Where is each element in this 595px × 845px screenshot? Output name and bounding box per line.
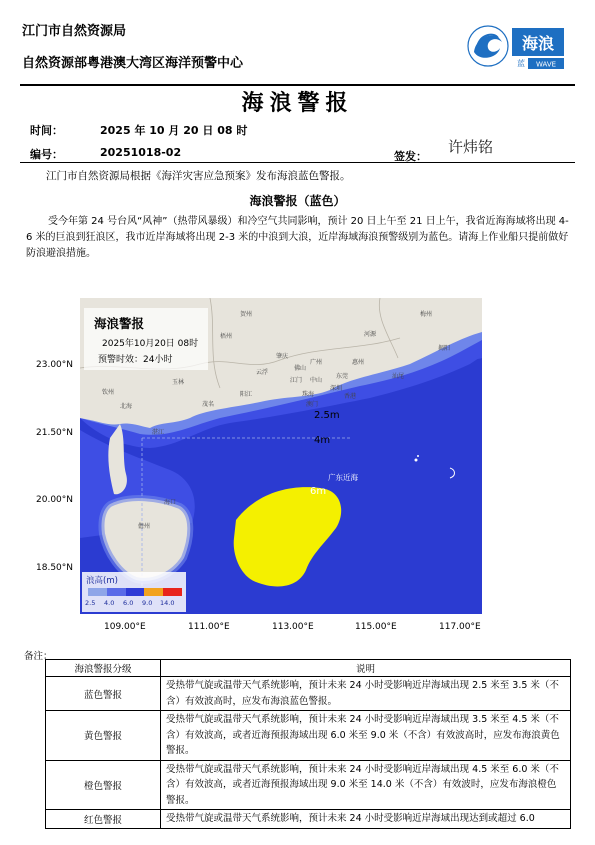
table-row	[46, 810, 571, 829]
city-label: 梧州	[220, 333, 233, 340]
issuing-org-center: 自然资源部粤港澳大湾区海洋预警中心	[22, 56, 244, 71]
warning-body: 受今年第 24 号台风“风神”（热带风暴级）和冷空气共同影响，预计 20 日上午至 21 日上午，我省近海海域将出现 4-6 米的巨浪到狂浪区，我市近岸海域将出现 2-3 米的中浪到大浪，近岸海域海浪预警级别为蓝色。请海上作业船只提前做好防浪避浪措施。	[26, 216, 569, 259]
legend-title: 浪高(m)	[86, 576, 118, 586]
map-validity: 预警时效：24小时	[98, 355, 173, 365]
legend-tick: 2.5	[85, 599, 96, 607]
legend-swatch	[88, 588, 107, 596]
city-label: 佛山	[294, 365, 307, 372]
legend-tick: 9.0	[142, 599, 153, 607]
city-label: 河源	[364, 331, 377, 338]
legend-tick: 6.0	[123, 599, 134, 607]
city-label: 儋州	[138, 523, 151, 530]
city-label: 香港	[344, 393, 357, 400]
table-row	[46, 760, 571, 810]
contour-label-6m: 6m	[310, 486, 327, 497]
number-label: 编号：	[30, 148, 63, 161]
time-value: 2025 年 10 月 20 日 08 时	[100, 124, 248, 137]
lat-tick: 21.50°N	[36, 428, 73, 438]
lon-tick: 113.00°E	[272, 622, 314, 632]
wave-forecast-map	[80, 298, 482, 614]
city-label: 云浮	[256, 369, 269, 376]
table-row	[46, 677, 571, 711]
city-label: 梅州	[420, 311, 433, 318]
city-label: 珠海	[302, 391, 315, 398]
time-label: 时间：	[30, 124, 63, 137]
desc-cell: 受热带气旋或温带天气系统影响，预计未来 24 小时受影响近岸海域出现 4.5 米至 6.0 米（不含）有效波高，或者近海预报海域出现 9.0 米至 14.0 米（不含）有效波时，应发布海浪橙色警报。	[161, 760, 571, 810]
col-header-level: 海浪警报分级	[46, 660, 161, 677]
legend-tick: 14.0	[160, 599, 175, 607]
table-row	[46, 711, 571, 761]
city-label: 深圳	[330, 385, 343, 392]
legend-colorbar	[88, 588, 182, 596]
legend-swatch	[144, 588, 163, 596]
city-label: 东莞	[336, 373, 349, 380]
legend-swatch	[107, 588, 126, 596]
city-label: 广州	[310, 359, 323, 366]
legend-swatch	[163, 588, 182, 596]
city-label: 贺州	[240, 311, 253, 318]
sign-label: 签发：	[394, 150, 427, 163]
city-label: 阳江	[240, 391, 253, 398]
city-label: 惠州	[352, 359, 365, 366]
notes-label: 备注：	[24, 651, 53, 662]
lat-tick: 23.00°N	[36, 360, 73, 370]
warning-level-table	[45, 659, 571, 829]
city-label: 澳门	[306, 401, 319, 408]
signature: 许炜铭	[448, 138, 494, 156]
legend-swatch	[126, 588, 145, 596]
level-cell: 黄色警报	[46, 711, 161, 761]
map-title: 海浪警报	[94, 316, 145, 331]
city-label: 钦州	[102, 389, 115, 396]
table-header-row	[46, 660, 571, 677]
level-cell: 蓝色警报	[46, 677, 161, 711]
level-cell: 橙色警报	[46, 760, 161, 810]
wave-warning-logo	[466, 22, 566, 70]
city-label: 汕尾	[392, 373, 405, 380]
city-label: 江门	[290, 377, 303, 384]
lon-tick: 115.00°E	[355, 622, 397, 632]
warning-subtitle: 海浪警报（蓝色）	[249, 194, 346, 208]
lon-tick: 111.00°E	[188, 622, 230, 632]
city-label: 中山	[310, 377, 323, 384]
issuing-org-local: 江门市自然资源局	[22, 24, 127, 39]
legend-tick: 4.0	[104, 599, 115, 607]
desc-cell: 受热带气旋或温带天气系统影响，预计未来 24 小时受影响近岸海域出现达到或超过 6.0	[161, 810, 571, 829]
intro-text: 江门市自然资源局根据《海洋灾害应急预案》发布海浪蓝色警报。	[46, 170, 351, 182]
lon-tick: 109.00°E	[104, 622, 146, 632]
contour-label-2.5m: 2.5m	[314, 410, 340, 421]
map-legend	[82, 572, 186, 612]
number-value: 20251018-02	[100, 146, 182, 159]
logo-text: 海浪	[521, 34, 555, 53]
desc-cell: 受热带气旋或温带天气系统影响，预计未来 24 小时受影响近岸海域出现 3.5 米至 4.5 米（不含）有效波高，或者近海预报海域出现 6.0 米至 9.0 米（不含）有效波高时，应发布海浪黄色警报。	[161, 711, 571, 761]
city-label: 茂名	[202, 401, 215, 408]
city-label: 北海	[120, 403, 133, 410]
logo-wave: WAVE	[535, 60, 557, 69]
city-label: 肇庆	[276, 353, 289, 360]
col-header-desc: 说明	[161, 660, 571, 677]
level-cell: 红色警报	[46, 810, 161, 829]
city-label: 揭阳	[438, 345, 451, 352]
city-label: 海口	[164, 499, 177, 506]
meta-rule	[20, 162, 575, 163]
city-label: 玉林	[172, 379, 185, 386]
document-title: 海浪警报	[241, 91, 354, 116]
contour-label-4m: 4m	[314, 435, 331, 446]
logo-level: 蓝	[517, 59, 525, 68]
desc-cell: 受热带气旋或温带天气系统影响，预计未来 24 小时受影响近岸海域出现 2.5 米至 3.5 米（不含）有效波高时，应发布海浪蓝色警报。	[161, 677, 571, 711]
lat-tick: 18.50°N	[36, 563, 73, 573]
lon-tick: 117.00°E	[439, 622, 481, 632]
region-label: 广东近海	[328, 473, 358, 482]
lat-tick: 20.00°N	[36, 495, 73, 505]
map-date: 2025年10月20日 08时	[102, 339, 199, 349]
map-info-box	[84, 308, 208, 370]
city-label: 湛江	[152, 429, 165, 436]
